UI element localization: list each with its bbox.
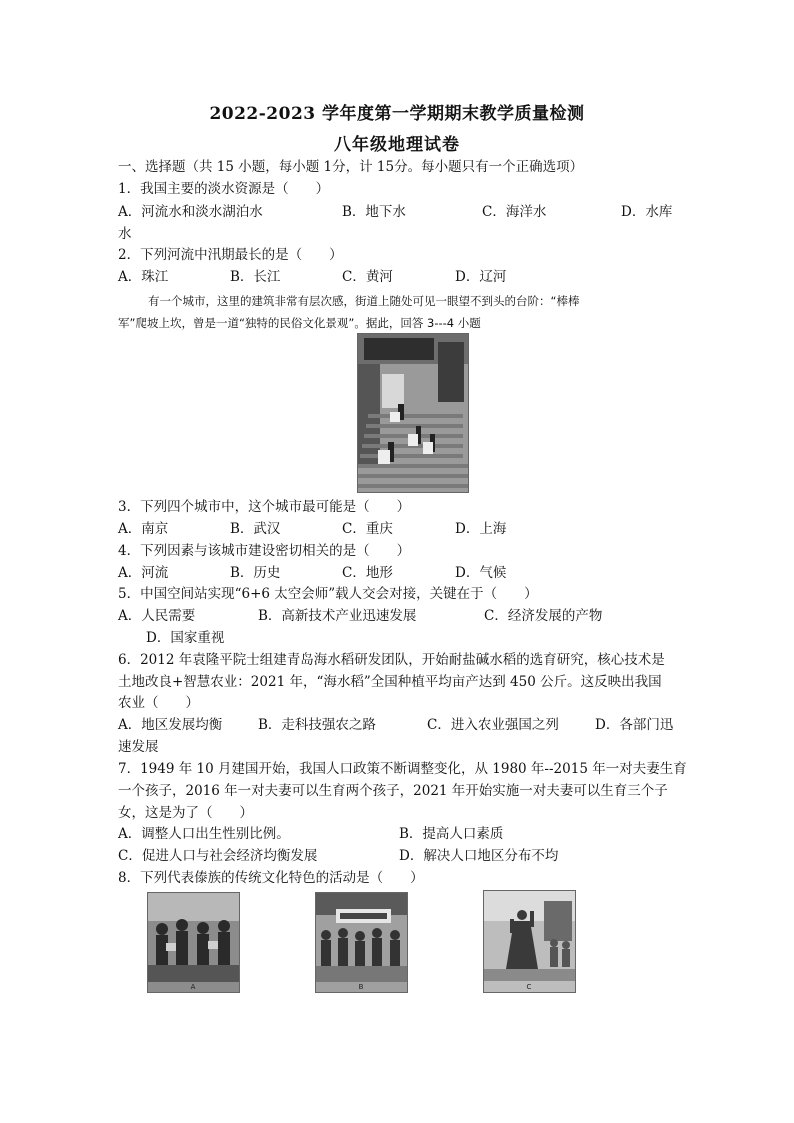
q7-option-a: A．调整人口出生性别比例。 [118,826,290,842]
q3-option-b: B．武汉 [230,521,281,537]
q4-stem: 4．下列因素与该城市建设密切相关的是（ ） [118,543,411,559]
activity-photo-a [147,892,240,993]
stairs-city-photo [357,333,469,493]
q2-option-b: B．长江 [230,269,281,285]
q7-option-b: B．提高人口素质 [399,826,504,842]
q6-option-b: B．走科技强农之路 [258,717,376,733]
section-heading: 一、选择题（共 15 小题，每小题 1分，计 15分。每小题只有一个正确选项） [118,159,584,175]
q3-stem: 3．下列四个城市中，这个城市最可能是（ ） [118,499,411,515]
q3-option-c: C．重庆 [342,521,393,537]
exam-subtitle: 八年级地理试卷 [334,135,460,155]
q5-stem: 5．中国空间站实现“6+6 太空会师”载人交会对接，关键在于（ ） [118,586,538,602]
q6-line-3: 农业（ ） [118,695,199,711]
exam-title: 2022-2023 学年度第一学期期末教学质量检测 [209,104,585,124]
q2-option-c: C．黄河 [342,269,393,285]
q4-option-b: B．历史 [230,565,281,581]
q1-option-c: C．海洋水 [482,204,547,220]
q6-option-d: D．各部门迅 [595,717,674,733]
q7-line-2: 一个孩子，2016 年一对夫妻可以生育两个孩子，2021 年开始实施一对夫妻可以生育三个子 [118,783,668,799]
q6-option-d-wrap: 速发展 [118,739,159,755]
q3-option-a: A．南京 [118,521,169,537]
q5-option-a: A．人民需要 [118,608,196,624]
q1-option-d-wrap: 水 [118,226,132,242]
material-line-2: 军”爬坡上坎，曾是一道“独特的民俗文化景观”。据此，回答 3---4 小题 [118,316,481,330]
q6-option-c: C．进入农业强国之列 [427,717,559,733]
q5-option-d: D．国家重视 [146,630,225,646]
q1-stem: 1．我国主要的淡水资源是（ ） [118,181,330,197]
q2-stem: 2．下列河流中汛期最长的是（ ） [118,247,343,263]
q5-option-c: C．经济发展的产物 [484,608,603,624]
q4-option-d: D．气候 [455,565,507,581]
q4-option-a: A．河流 [118,565,169,581]
q7-option-d: D．解决人口地区分布不均 [399,848,559,864]
photo-c-caption: C [526,983,532,991]
q6-line-1: 6．2012 年袁隆平院士组建青岛海水稻研发团队，开始耐盐碱水稻的选育研究，核心技术是 [118,652,665,668]
q4-option-c: C．地形 [342,565,393,581]
q3-option-d: D．上海 [455,521,507,537]
q7-line-1: 7．1949 年 10 月建国开始，我国人口政策不断调整变化，从 1980 年--2015 年一对夫妻生育 [118,761,687,777]
q6-line-2: 土地改良+智慧农业：2021 年，“海水稻”全国种植平均亩产达到 450 公斤。这反映出我国 [118,674,662,690]
photo-a-caption: A [190,983,196,991]
q8-stem: 8．下列代表傣族的传统文化特色的活动是（ ） [118,870,424,886]
q6-option-a: A．地区发展均衡 [118,717,223,733]
q7-line-3: 女，这是为了（ ） [118,805,253,821]
q2-option-d: D．辽河 [455,269,507,285]
q7-option-c: C．促进人口与社会经济均衡发展 [118,848,318,864]
activity-photo-c [483,890,576,993]
q5-option-b: B．高新技术产业迅速发展 [258,608,417,624]
photo-b-caption: B [358,983,364,991]
q1-option-d: D．水库 [621,204,673,220]
activity-photo-b [315,892,408,993]
q1-option-b: B．地下水 [342,204,406,220]
q2-option-a: A．珠江 [118,269,169,285]
q1-option-a: A．河流水和淡水湖泊水 [118,204,263,220]
material-line-1: 有一个城市，这里的建筑非常有层次感，街道上随处可见一眼望不到头的台阶：“棒棒 [148,294,580,308]
